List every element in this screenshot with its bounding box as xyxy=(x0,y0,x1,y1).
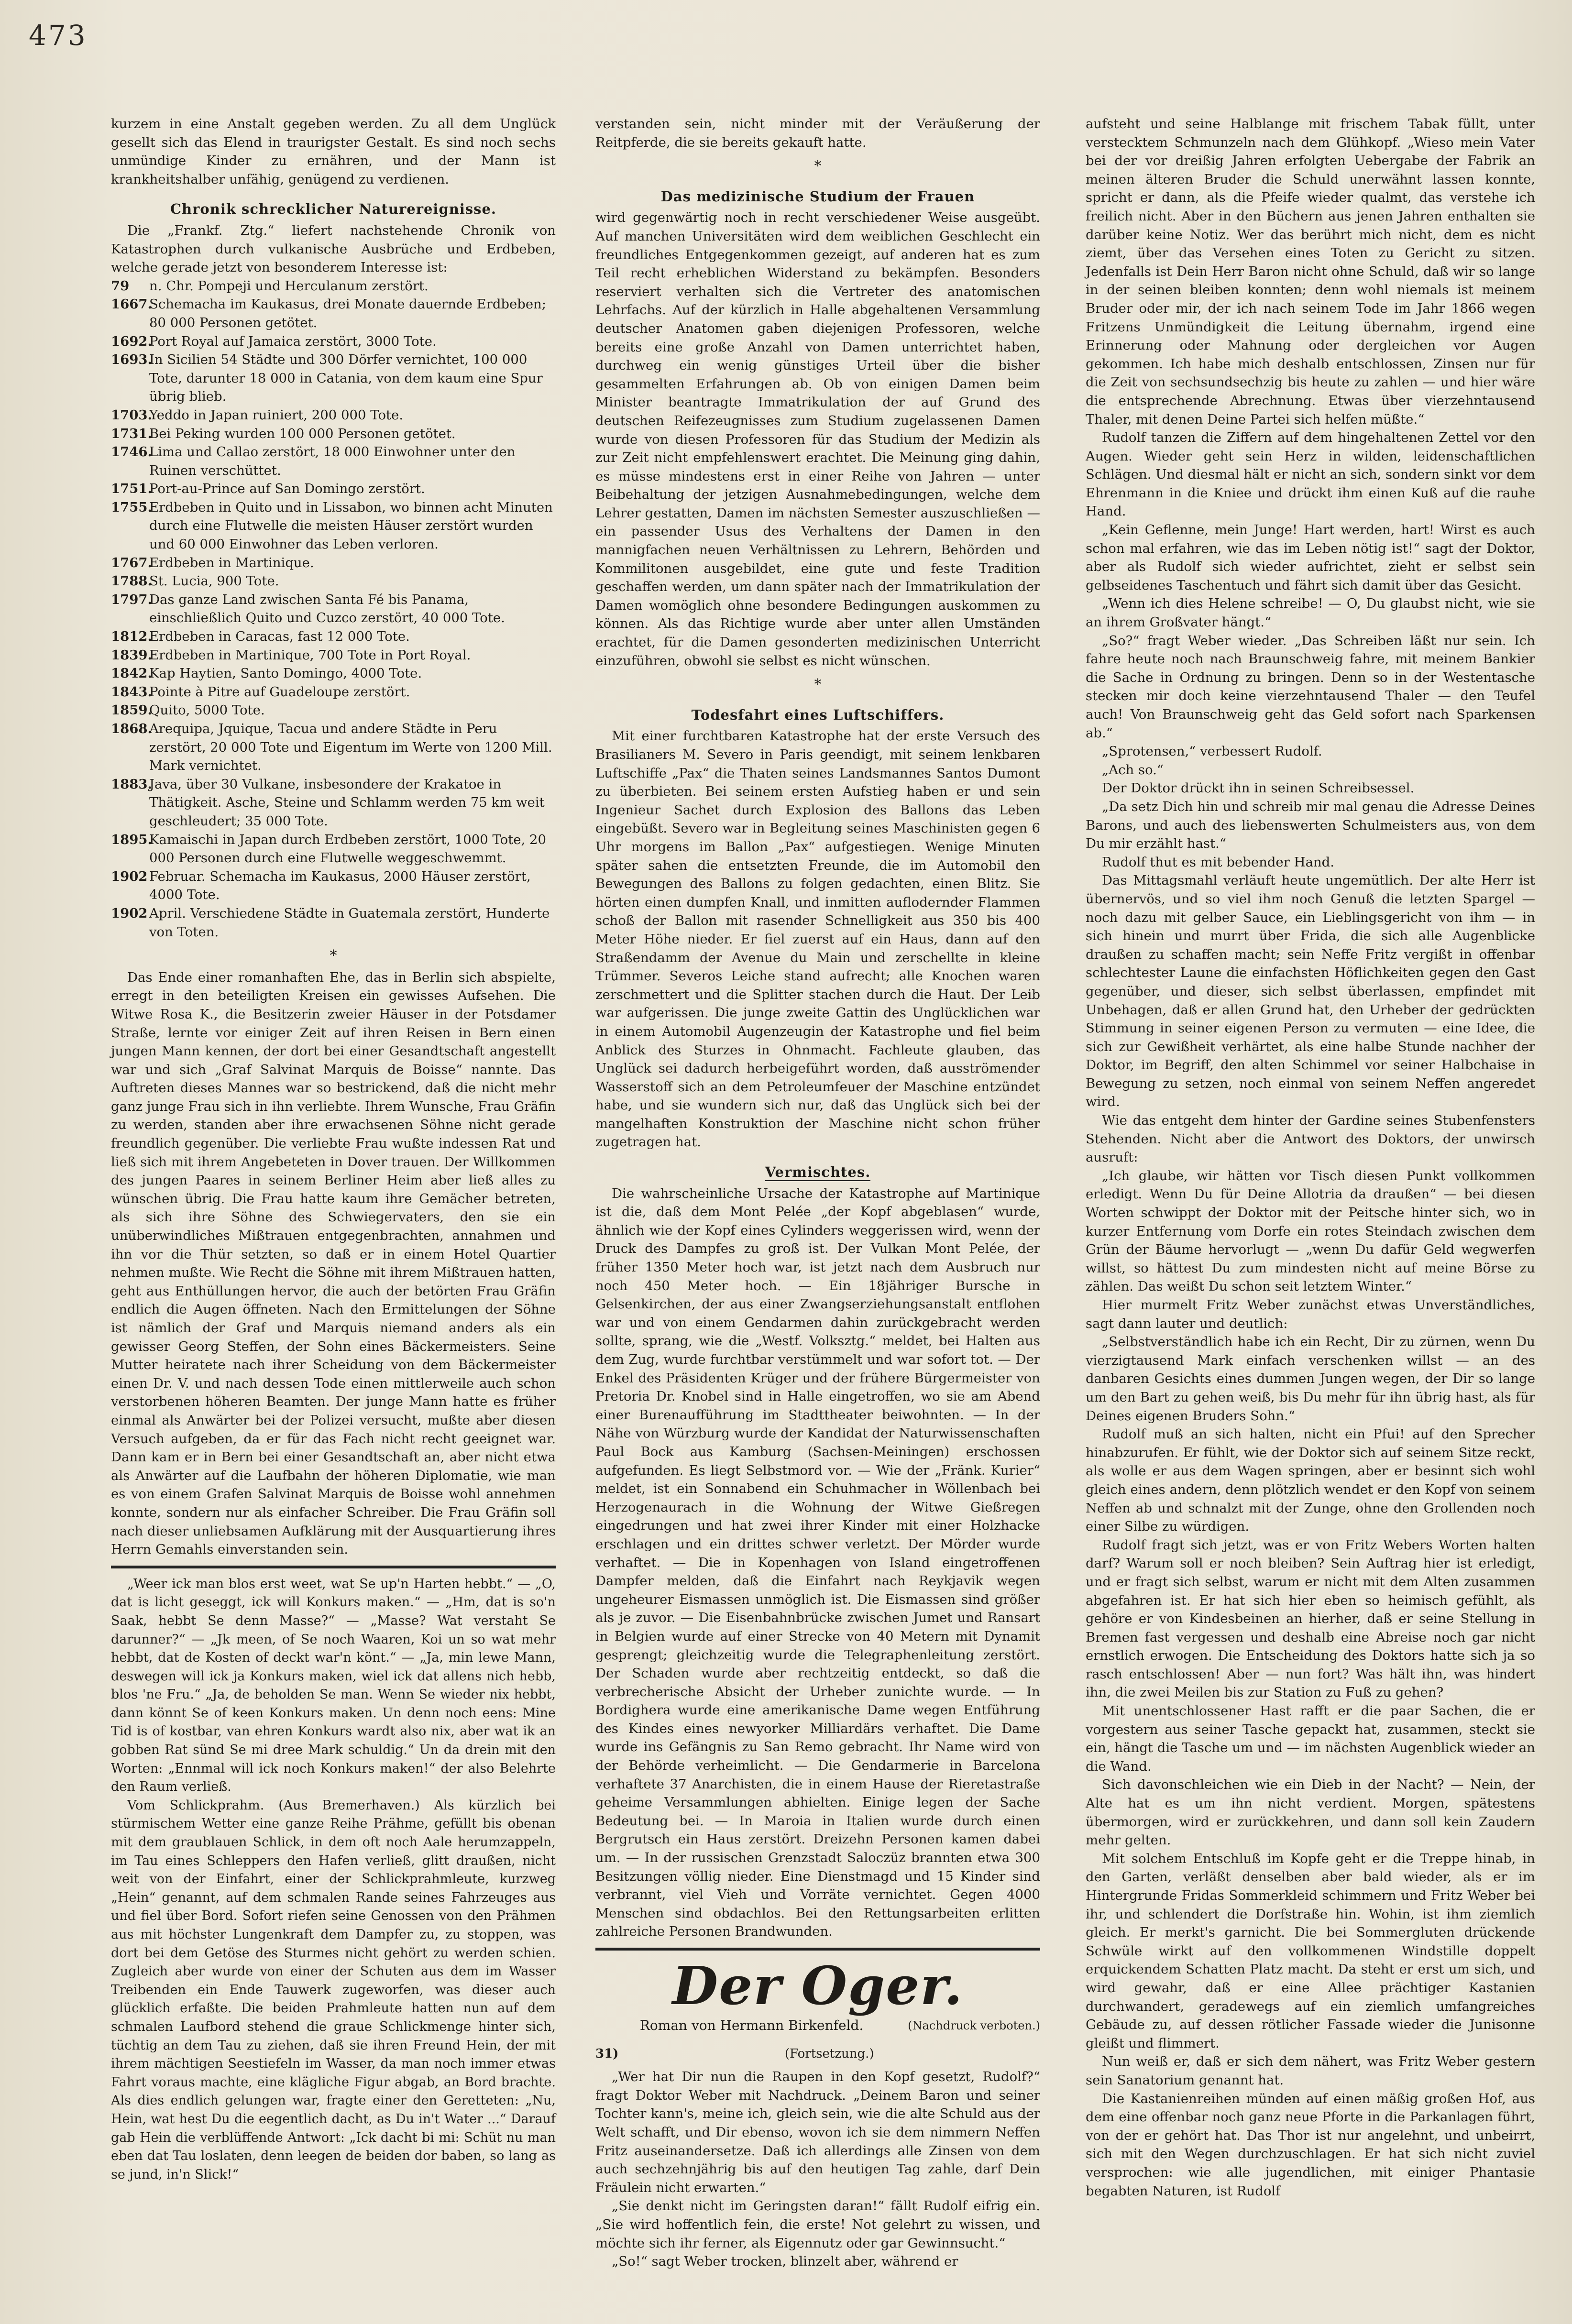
luftschiffer-article: Mit einer furchtbaren Katastrophe hat der erste Versuch des Brasilianers M. Severo in Paris geendigt, mit seinem lenkbaren Luftschiffe „Pax“ die Thaten seines Landsmannes Santos Dumont zu überbieten. Bei seinem ersten Aufstieg haben er und sein Ingenieur Sachet durch Explosion des Ballons das Leben eingebüßt. Severo war in Begleitung seines Maschinisten gegen 6 Uhr morgens im Ballon „Pax“ aufgestiegen. Wenige Minuten später sahen die entsetzten Freunde, die im Automobil den Bewegungen des Ballons zu folgen gedachten, einen Blitz. Sie hörten einen dumpfen Knall, und inmitten auflodernder Flammen schoß der Ballon mit rasender Schnelligkeit aus 350 bis 400 Meter Höhe nieder. Er fiel zuerst auf ein Haus, dann auf den Straßendamm der Avenue du Main und zerschellte in kleine Trümmer. Severos Leiche stand aufrecht; alle Knochen waren zerschmettert und die Splitter stachen durch die Haut. Der Leib war aufgerissen. Die junge zweite Gattin des Unglücklichen war in einem Automobil Augenzeugin der Katastrophe und fiel beim Anblick des Sturzes in Ohnmacht. Fachleute glauben, das Unglück sei dadurch herbeigeführt worden, daß ausströmender Wasserstoff sich an dem Petroleumfeuer der Maschine entzündet habe, und sie wundern sich nur, daß das Unglück sich bei der mangelhaften Konstruktion der Maschine nicht schon früher zugetragen hat. xyxy=(595,728,1040,1150)
chronik-entry xyxy=(111,406,556,425)
chronik-year: 1883. xyxy=(111,776,153,792)
novel-paragraph: „Sie denkt nicht im Geringsten daran!“ fällt Rudolf eifrig ein. „Sie wird hoffentlich fein, die erste! Not gelehrt zu wissen, und möchte sich ihr ferner, als Eigennutz oder gar Gewinnsucht.“ xyxy=(595,2198,1040,2251)
chronik-year: 1797. xyxy=(111,592,153,607)
novel-paragraph: aufsteht und seine Halblange mit frischem Tabak füllt, unter verstecktem Schmunzeln nach dem Glühkopf. „Wieso mein Vater bei der vor dreißig Jahren erfolgten Uebergabe der Fabrik an meinen älteren Bruder die Schuld unerwähnt lassen konnte, spricht er dann, als die Pfeife wieder qualmt, das verstehe ich freilich nicht. Aber in den Büchern aus jenen Jahren enthalten sie darüber keine Notiz. Wer das berührt mich nicht, dem es nicht ziemt, über das Versehen eines Toten zu Gericht zu sitzen. Jedenfalls ist Dein Herr Baron nicht ohne Schuld, daß wir so lange in der seinen bleiben konnten; denn wohl niemals ist meinem Bruder oder mir, der ich nach seinem Tode im Jahr 1866 wegen Fritzens Unmündigkeit die Leitung übernahm, irgend eine Erinnerung oder Mahnung oder dergleichen vor Augen gekommen. Ich habe mich deshalb entschlossen, Zinsen nur für die Zeit von sechsundsechzig bis heute zu zahlen — und hier wäre die entsprechende Abrechnung. Etwas über vierzehntausend Thaler, mit denen Deine Partei sich helfen müßte.“ xyxy=(1086,116,1535,427)
chronik-event: Port Royal auf Jamaica zerstört, 3000 Tote. xyxy=(149,333,437,349)
novel-paragraph: „Wenn ich dies Helene schreibe! — O, Du glaubst nicht, wie sie an ihrem Großvater hängt.“ xyxy=(1086,596,1535,630)
chronik-entry xyxy=(111,277,556,296)
chronik-event: Erdbeben in Caracas, fast 12 000 Tote. xyxy=(149,629,410,645)
ehe-article: Das Ende einer romanhaften Ehe, das in Berlin sich abspielte, erregt in den beteiligten Kreisen ein gewisses Aufsehen. Die Witwe Rosa K., die Besitzerin zweier Häuser in der Potsdamer Straße, lernte vor einiger Zeit auf ihren Reisen in Bern einen jungen Mann kennen, der dort bei einer Gesandtschaft angestellt war und sich „Graf Salvinat Marquis de Boisse“ nannte. Das Auftreten dieses Mannes war so bestrickend, daß die nicht mehr ganz junge Frau sich in ihn verliebte. Ihrem Wunsche, Frau Gräfin zu werden, standen aber ihre erwachsenen Söhne nicht gerade freundlich gegenüber. Die verliebte Frau wußte indessen Rat und ließ sich mit ihrem Angebeteten in Dover trauen. Der Willkommen des jungen Paares in seinem Berliner Heim aber ließ alles zu wünschen übrig. Die Frau hatte kaum ihre Gemächer betreten, als sich ihre Söhne des Schwiegervaters, den sie ein unüberwindliches Mißtrauen entgegenbrachten, annahmen und ihn vor die Thür setzten, so daß er in einem Hotel Quartier nehmen mußte. Wie Recht die Söhne mit ihrem Mißtrauen hatten, geht aus Enthüllungen hervor, die auch der betörten Frau Gräfin endlich die Augen öffneten. Nach den Ermittelungen der Söhne ist nämlich der Graf und Marquis niemand anders als ein gewisser Georg Steffen, der Sohn eines Bäckermeisters. Seine Mutter heiratete nach ihrer Scheidung von dem Bäckermeister einen Dr. V. und nach dessen Tode einen mittlerweile auch schon verstorbenen höheren Beamten. Der junge Mann hatte es früher einmal als Anwärter bei der Polizei versucht, mußte aber diesen Versuch aufgeben, da er für das Fach nicht recht geeignet war. Dann kam er in Bern bei einer Gesandtschaft an, aber nicht etwa als Anwärter auf die Laufbahn der höheren Diplomatie, wie man es von einem Grafen Salvinat Marquis de Boisse wohl annehmen konnte, sondern nur als einfacher Schreiber. Die Frau Gräfin soll nach dieser unliebsamen Aufklärung mit der Ausquartierung ihres Herrn Gemahls einverstanden sein. xyxy=(111,969,556,1557)
chronik-entry xyxy=(111,332,556,351)
chronik-event: Port-au-Prince auf San Domingo zerstört. xyxy=(149,481,425,497)
chronik-year: 1902 xyxy=(111,905,148,921)
section-star: * xyxy=(330,947,337,965)
chronik-heading: Chronik schrecklicher Naturereignisse. xyxy=(170,201,497,218)
novel-paragraph: „Kein Geflenne, mein Junge! Hart werden, hart! Wirst es auch schon mal erfahren, wie das im Leben nötig ist!“ sagt der Doktor, aber als Rudolf sich wieder aufrichtet, zieht er selbst sein gelbseidenes Taschentuch und fährt sich damit über das Gesicht. xyxy=(1086,522,1535,593)
chronik-entry xyxy=(111,351,556,406)
page-number: 473 xyxy=(29,19,88,52)
chronik-event: Februar. Schemacha im Kaukasus, 2000 Häuser zerstört, 4000 Tote. xyxy=(149,868,531,903)
novel-paragraph: „Ach so.“ xyxy=(1102,762,1164,778)
vermischtes-heading: Vermischtes. xyxy=(765,1164,871,1181)
novel-paragraph: Wie das entgeht dem hinter der Gardine seines Stubenfensters Stehenden. Nicht aber die Antwort des Doktors, der unwirsch ausruft: xyxy=(1086,1113,1535,1165)
installment-number: 31) xyxy=(595,2046,619,2061)
intro-paragraph: verstanden sein, nicht minder mit der Veräußerung der Reitpferde, die sie bereits gekauft hatte. xyxy=(595,116,1040,150)
novel-paragraph: „Selbstverständlich habe ich ein Recht, Dir zu zürnen, wenn Du vierzigtausend Mark einfach verschenken willst — an des danbaren Gesichts eines dummen Jungen wegen, der Dir so lange um den Bart zu gehen weiß, bis Du mehr für ihn übrig hast, als für Deines eigenen Bruders Sohn.“ xyxy=(1086,1334,1535,1424)
chronik-event: Java, über 30 Vulkane, insbesondere der Krakatoe in Thätigkeit. Asche, Steine und Schlamm werden 75 km weit geschleudert; 35 000 Tote. xyxy=(149,776,545,829)
novel-paragraph: Mit unentschlossener Hast rafft er die paar Sachen, die er vorgestern aus seiner Tasche gepackt hat, zusammen, steckt sie ein, hängt die Tasche um und — im nächsten Augenblick wieder an die Wand. xyxy=(1086,1703,1535,1774)
chronik-year: 1767. xyxy=(111,555,153,570)
novel-paragraph: „Sprotensen,“ verbessert Rudolf. xyxy=(1102,744,1322,759)
chronik-event: Erdbeben in Martinique, 700 Tote in Port Royal. xyxy=(149,647,471,663)
chronik-year: 1755. xyxy=(111,499,153,515)
chronik-year: 1703. xyxy=(111,407,153,423)
novel-paragraph: Rudolf muß an sich halten, nicht ein Pfui! auf den Sprecher hinabzurufen. Er fühlt, wie der Doktor sich auf seinem Sitze reckt, als wolle er aus dem Wagen springen, aber er besinnt sich wohl gleich eines andern, denn plötzlich wendet er den Kopf von seinem Neffen ab und schnalzt mit der Zunge, ohne den Grollenden noch einer Silbe zu würdigen. xyxy=(1086,1426,1535,1535)
chronik-event: Erdbeben in Martinique. xyxy=(149,555,314,570)
chronik-year: 1751. xyxy=(111,481,153,497)
novel-paragraph: Die Kastanienreihen münden auf einen mäßig großen Hof, aus dem eine offenbar noch ganz neue Pforte in die Parkanlagen führt, von der er gehört hat. Das Thor ist nur angelehnt, und unbeirrt, sich mit den Wegen durchzuschlagen. Er hat sich nicht zuviel versprochen: wie alle jugendlichen, mit einiger Phantasie begabten Naturen, ist Rudolf xyxy=(1086,2091,1535,2199)
dialect-anecdote-1: „Weer ick man blos erst weet, wat Se up'n Harten hebbt.“ — „O, dat is licht geseggt, ick will Konkurs maken.“ — „Hm, dat is so'n Saak, hebbt Se denn Masse?“ — „Masse? Wat verstaht Se darunner?“ — „Jk meen, of Se noch Waaren, Koi un so wat mehr hebbt, dat de Kosten of deckt war'n könt.“ — „Ja, min lewe Mann, deswegen will ick ja Konkurs maken, wiel ick dat allens nich hebb, blos 'ne Fru.“ „Ja, de beholden Se man. Wenn Se wieder nix hebbt, dann könnt Se of keen Konkurs maken. Un denn noch eens: Mine Tid is of kostbar, van ehren Konkurs wardt also nix, aber wat ik an gobben Rat sünd Se mi dree Mark schuldig.“ Un da drein mit den Worten: „Ennmal will ick noch Konkurs maken!“ der also Belehrte den Raum verließ. xyxy=(111,1576,556,1795)
novel-paragraph: „Wer hat Dir nun die Raupen in den Kopf gesetzt, Rudolf?“ fragt Doktor Weber mit Nachdruck. „Deinem Baron und seiner Tochter kann's, meine ich, gleich sein, wie die alte Schuld aus der Welt schafft, und Dir ebenso, wovon ich sie dem nimmern Neffen Fritz auseinandersetze. Daß ich allerdings alle Zinsen von dem auch sechzehnjährig bis auf den heutigen Tag zahle, darf Dein Fräulein nicht erwarten.“ xyxy=(595,2069,1040,2195)
chronik-entry xyxy=(111,498,556,554)
novel-byline xyxy=(595,2017,1040,2035)
chronik-year: 1895. xyxy=(111,832,153,847)
novel-paragraph: Das Mittagsmahl verläuft heute ungemütlich. Der alte Herr ist übernervös, und so viel ihm noch Genuß die letzten Spargel — noch dazu mit gelber Sauce, ein Lieblingsgericht von ihm — in sich hinein und murrt über Frida, die sich alle Augenblicke draußen zu schaffen macht; sein Neffe Fritz vergißt in offenbar schlechtester Laune die einfachsten Höflichkeiten gegen den Gast gegenüber, und dieser, sich selbst überlassen, empfindet mit Unbehagen, daß er allen Grund hat, den Urheber der gedrückten Stimmung in seiner eigenen Person zu vermuten — eine Idee, die sich zur Gewißheit verhärtet, als eine halbe Stunde nachher der Doktor, im Begriff, den alten Schimmel vor seiner Halbchaise in Bewegung zu setzen, noch einmal von seinem Neffen angeredet wird. xyxy=(1086,873,1535,1110)
chronik-entry xyxy=(111,664,556,683)
chronik-event: Pointe à Pitre auf Guadeloupe zerstört. xyxy=(149,684,410,700)
chronik-event: St. Lucia, 900 Tote. xyxy=(149,573,279,589)
chronik-event: n. Chr. Pompeji und Herculanum zerstört. xyxy=(149,278,429,294)
chronik-event: Yeddo in Japan ruiniert, 200 000 Tote. xyxy=(149,407,404,423)
chronik-year: 1692. xyxy=(111,333,153,349)
chronik-entry xyxy=(111,720,556,775)
continuation-label: (Fortsetzung.) xyxy=(784,2046,874,2061)
novel-paragraph: „Da setz Dich hin und schreib mir mal genau die Adresse Deines Barons, und auch des liebenswerten Schulmeisters aus, von dem Du mir erzählt hast.“ xyxy=(1086,799,1535,852)
luftschiffer-heading: Todesfahrt eines Luftschiffers. xyxy=(691,706,945,723)
chronik-entry xyxy=(111,480,556,498)
medizin-article: wird gegenwärtig noch in recht verschiedener Weise ausgeübt. Auf manchen Universitäten wird dem weiblichen Geschlecht ein freundliches Entgegenkommen gezeigt, auf anderen hat es zum Teil recht erheblichen Widerstand zu bekämpfen. Besonders reserviert verhalten sich die Vertreter des anatomischen Lehrfachs. Auf der kürzlich in Halle abgehaltenen Versammlung deutscher Anatomen gaben diejenigen Professoren, welche bereits eine große Anzahl von Damen unterrichtet haben, durchweg ein wenig günstiges Urteil über die bisher gesammelten Erfahrungen ab. Ob von einigen Damen beim Minister beantragte Immatrikulation der auf Grund des deutschen Reifezeugnisses zum Studium zugelassenen Damen wurde von diesen Professoren für das Studium der Medizin als zur Zeit nicht empfehlenswert erachtet. Die Meinung ging dahin, es müsse mindestens erst in einer Reihe von Jahren — unter Beibehaltung der jetzigen Ausnahmebedingungen, welche dem Lehrer gestatten, Damen im nächsten Semester auszuschließen — ein passender Usus des Verhaltens der Damen in den mannigfachen neuen Verhältnissen zu Lehrern, Behörden und Kommilitonen ausgebildet, eine gute und feste Tradition geschaffen werden, um dann später nach der Immatrikulation der Damen womöglich ohne besondere Bedingungen auskommen zu können. Als das Richtige wurde aber unter allen Umständen erachtet, für die Damen gesonderten medizinischen Unterricht einzuführen, obwohl sie selbst es nicht wünschen. xyxy=(595,210,1040,669)
chronik-year: 1667. xyxy=(111,296,153,312)
chronik-entry xyxy=(111,904,556,941)
section-rule xyxy=(595,1948,1040,1951)
novel-continuation xyxy=(595,2045,1040,2063)
chronik-list xyxy=(111,277,556,941)
chronik-event: Arequipa, Jquique, Tacua und andere Städte in Peru zerstört, 20 000 Tote und Eigentum im Werte von 1200 Mill. Mark vernichtet. xyxy=(149,721,552,774)
chronik-entry xyxy=(111,572,556,591)
chronik-event: Das ganze Land zwischen Santa Fé bis Panama, einschließlich Quito und Cuzco zerstört, 40 000 Tote. xyxy=(149,592,505,626)
section-star: * xyxy=(814,158,822,175)
chronik-year: 1868. xyxy=(111,721,153,736)
chronik-year: 1843. xyxy=(111,684,153,700)
section-star: * xyxy=(814,676,822,693)
chronik-entry xyxy=(111,831,556,867)
chronik-event: Schemacha im Kaukasus, drei Monate dauernde Erdbeben; 80 000 Personen getötet. xyxy=(149,296,547,330)
novel-title: Der Oger. xyxy=(672,1955,964,2017)
chronik-year: 1859. xyxy=(111,702,153,718)
novel-paragraph: Mit solchem Entschluß im Kopfe geht er die Treppe hinab, in den Garten, verläßt denselben aber bald wieder, als er im Hintergrunde Fridas Sommerkleid schimmern und Fritz Weber bei ihr, und schlendert die Dorfstraße hin. Wohin, ist ihm ziemlich gleich. Er merkt's garnicht. Die bei Sommergluten drückende Schwüle wirkt auf den vollkommenen Windstille doppelt erquickendem Schatten Platz macht. Da steht er erst um sich, und wird gewahr, daß er eine Allee prächtiger Kastanien durchwandert, geradewegs auf ein ziemlich umfangreiches Gebäude zu, auf dessen rötlicher Fassade wieder die Junisonne gleißt und flimmert. xyxy=(1086,1851,1535,2051)
novel-paragraph: Hier murmelt Fritz Weber zunächst etwas Unverständliches, sagt dann lauter und deutlich: xyxy=(1086,1297,1535,1331)
chronik-event: In Sicilien 54 Städte und 300 Dörfer vernichtet, 100 000 Tote, darunter 18 000 in Catania, von dem kaum eine Spur übrig blieb. xyxy=(149,352,543,405)
novel-paragraph: Rudolf tanzen die Ziffern auf dem hingehaltenen Zettel vor den Augen. Wieder geht sein Herz in wilden, leidenschaftlichen Schlägen. Und diesmal hält er nicht an sich, sondern sinkt vor dem Ehrenmann in die Kniee und drückt ihm einen Kuß auf die rauhe Hand. xyxy=(1086,430,1535,519)
chronik-year: 1693. xyxy=(111,352,153,368)
chronik-intro: Die „Frankf. Ztg.“ liefert nachstehende Chronik von Katastrophen durch vulkanische Ausbrüche und Erdbeben, welche gerade jetzt von besonderem Interesse ist: xyxy=(111,222,556,275)
chronik-event: April. Verschiedene Städte in Guatemala zerstört, Hunderte von Toten. xyxy=(149,905,550,940)
novel-paragraph: „So!“ sagt Weber trocken, blinzelt aber, während er xyxy=(612,2254,958,2269)
chronik-entry xyxy=(111,443,556,480)
novel-author: Roman von Hermann Birkenfeld. xyxy=(639,2017,864,2033)
novel-paragraph: Rudolf fragt sich jetzt, was er von Fritz Webers Worten halten darf? Warum soll er noch bleiben? Sein Auftrag hier ist erledigt, und er fragt sich selbst, warum er nicht mit dem Alten zusammen abgefahren ist. Er hat sich hier eben so heimisch gefühlt, als gehöre er von Kindesbeinen an hierher, daß er seine Stellung in Bremen fast vergessen und deshalb eine Abreise noch gar nicht ernstlich erwogen. Die Entscheidung des Doktors hatte sich ja so rasch entschlossen! Aber — nun fort? Was hält ihn, was hindert ihn, die zwei Meilen bis zur Station zu Fuß zu gehen? xyxy=(1086,1537,1535,1700)
chronik-event: Erdbeben in Quito und in Lissabon, wo binnen acht Minuten durch eine Flutwelle die meisten Häuser zerstört wurden und 60 000 Einwohner das Leben verloren. xyxy=(149,499,553,552)
chronik-entry xyxy=(111,554,556,572)
chronik-event: Bei Peking wurden 100 000 Personen getötet. xyxy=(149,426,456,441)
chronik-entry xyxy=(111,295,556,332)
chronik-entry xyxy=(111,683,556,702)
column-left xyxy=(111,115,556,2184)
chronik-event: Lima und Callao zerstört, 18 000 Einwohner unter den Ruinen verschüttet. xyxy=(149,444,516,478)
chronik-entry xyxy=(111,591,556,627)
chronik-entry xyxy=(111,425,556,443)
novel-title-block xyxy=(595,1957,1040,2035)
chronik-entry xyxy=(111,701,556,720)
chronik-entry xyxy=(111,775,556,831)
intro-paragraph: kurzem in eine Anstalt gegeben werden. Zu all dem Unglück gesellt sich das Elend in traurigster Gestalt. Es sind noch sechs unmündige Kinder zu ernähren, und der Mann ist krankheitshalber unfähig, genügend zu verdienen. xyxy=(111,116,556,187)
chronik-year: 1902 xyxy=(111,868,148,884)
column-middle xyxy=(595,115,1040,2271)
novel-paragraph: Der Doktor drückt ihn in seinen Schreibsessel. xyxy=(1102,780,1415,796)
chronik-entry xyxy=(111,867,556,904)
chronik-event: Quito, 5000 Tote. xyxy=(149,702,265,718)
reprint-note: (Nachdruck verboten.) xyxy=(908,2019,1040,2032)
chronik-year: 1731. xyxy=(111,426,153,441)
chronik-year: 1788. xyxy=(111,573,153,589)
chronik-event: Kap Haytien, Santo Domingo, 4000 Tote. xyxy=(149,666,422,681)
chronik-event: Kamaischi in Japan durch Erdbeben zerstört, 1000 Tote, 20 000 Personen durch eine Flutwelle weggeschwemmt. xyxy=(149,832,547,866)
dialect-anecdote-2: Vom Schlickprahm. (Aus Bremerhaven.) Als kürzlich bei stürmischem Wetter eine ganze Reihe Prähme, gefüllt bis obenan mit dem graublauen Schlick, in dem oft noch Aale herumzappeln, im Tau eines Schleppers den Hafen verließ, glitt draußen, nicht weit von der Einfahrt, einer der Schlickprahmleute, kurzweg „Hein“ genannt, auf dem schmalen Rande seines Fahrzeuges aus und fiel über Bord. Sofort riefen seine Genossen von den Prähmen aus mit höchster Lungenkraft dem Dampfer zu, zu stoppen, was dort bei dem Getöse des Sturmes nicht gehört zu werden schien. Zugleich aber wurde von einer der Schuten aus dem im Wasser Treibenden ein Ende Tauwerk zugeworfen, was dieser auch glücklich erfaßte. Die beiden Prahmleute hatten nun auf dem schmalen Laufbord stehend die graue Schlickmenge hinter sich, tüchtig an dem Tau zu ziehen, daß sie ihren Freund Hein, der mit ihrem mächtigen Seestiefeln im Wasser, da man noch immer etwas Fahrt voraus machte, eine klägliche Figur abgab, an Bord brachte. Als dies endlich gelungen war, fragte einer den Geretteten: „Nu, Hein, wat hest Du die eegentlich dacht, as Du in't Water ...“ Darauf gab Hein die verblüffende Antwort: „Ick dacht bi mi: Schüt nu man eben dat Tau loslaten, denn leegen de beiden dor baben, so lang as se jund, in'n Slick!“ xyxy=(111,1798,556,2182)
chronik-year: 1839. xyxy=(111,647,153,663)
medizin-heading: Das medizinische Studium der Frauen xyxy=(660,188,975,205)
vermischtes-article: Die wahrscheinliche Ursache der Katastrophe auf Martinique ist die, daß dem Mont Pelée „der Kopf abgeblasen“ wurde, ähnlich wie der Kopf eines Cylinders weggerissen wird, wenn der Druck des Dampfes zu groß ist. Der Vulkan Mont Pelée, der früher 1350 Meter hoch war, ist jetzt nach dem Ausbruch nur noch 450 Meter hoch. — Ein 18jähriger Bursche in Gelsenkirchen, der aus einer Zwangserziehungsanstalt entflohen war und von einem Gendarmen dahin zurückgebracht werden sollte, sprang, wie die „Westf. Volksztg.“ meldet, bei Halten aus dem Zug, wurde furchtbar verstümmelt und war sofort tot. — Der Enkel des Präsidenten Krüger und der frühere Bürgermeister von Pretoria Dr. Knobel sind in Halle eingetroffen, wo sie am Abend einer Burenaufführung im Stadttheater beiwohnten. — In der Nähe von Würzburg wurde der Kandidat der Naturwissenschaften Paul Bock aus Kamburg (Sachsen-Meiningen) erschossen aufgefunden. Es liegt Selbstmord vor. — Wie der „Fränk. Kurier“ meldet, ist ein Sonnabend ein Schuhmacher in Wöllenbach bei Herzogenaurach in die Wohnung der Witwe Gießregen eingedrungen und hat zwei ihrer Kinder mit einer Holzhacke erschlagen und ein drittes schwer verletzt. Der Mörder wurde verhaftet. — Die in Kopenhagen von Island eingetroffenen Dampfer melden, daß die Einfahrt nach Reykjavik wegen ungeheurer Eismassen unmöglich ist. Die Eismassen sind größer als je zuvor. — Die Eisenbahnbrücke zwischen Jumet und Ransart in Belgien wurde auf einer Strecke von 40 Metern mit Dynamit gesprengt; gleichzeitig wurde die Telegraphenleitung zerstört. Der Schaden wurde aber rechtzeitig entdeckt, so daß die verbrecherische Absicht der Urheber zunichte wurde. — In Bordighera wurde eine amerikanische Dame wegen Entführung des Kindes eines newyorker Milliardärs verhaftet. Die Dame wurde ins Gefängnis zu San Remo gebracht. Ihr Name wird von der Behörde verheimlicht. — Die Gendarmerie in Barcelona verhaftete 37 Anarchisten, die in einem Hause der Rieretastraße geheime Versammlungen abhielten. Einige legen der Sache Bedeutung bei. — In Maroia in Italien wurde durch einen Bergrutsch ein Haus zerstört. Dreizehn Personen kamen dabei um. — In der russischen Grenzstadt Saloczüz brannten etwa 300 Besitzungen völlig nieder. Eine Dienstmagd und 15 Kinder sind verbrannt, viel Vieh und Vorräte vernichtet. Gegen 4000 Menschen sind obdachlos. Bei den Rettungsarbeiten erlitten zahlreiche Personen Brandwunden. xyxy=(595,1185,1040,1940)
chronik-entry xyxy=(111,646,556,665)
novel-paragraph: Nun weiß er, daß er sich dem nähert, was Fritz Weber gestern sein Sanatorium genannt hat. xyxy=(1086,2054,1535,2088)
novel-paragraph: „Ich glaube, wir hätten vor Tisch diesen Punkt vollkommen erledigt. Wenn Du für Deine Allotria da draußen“ — bei diesen Worten schwippt der Doktor mit der Peitsche hinter sich, wo in kurzer Entfernung vom Dorfe ein rotes Steindach zwischen dem Grün der Bäume hervorlugt — „wenn Du dafür Geld wegwerfen willst, so hättest Du zum mindesten nicht auf meine Börse zu zählen. Das weißt Du schon seit letztem Winter.“ xyxy=(1086,1168,1535,1294)
chronik-year: 1812. xyxy=(111,629,153,645)
chronik-entry xyxy=(111,627,556,646)
novel-paragraph: Rudolf thut es mit bebender Hand. xyxy=(1102,854,1335,870)
chronik-year: 1746. xyxy=(111,444,153,460)
column-right xyxy=(1086,115,1535,2200)
section-rule xyxy=(111,1566,556,1568)
chronik-year: 79 xyxy=(111,278,130,294)
novel-paragraph: Sich davonschleichen wie ein Dieb in der Nacht? — Nein, der Alte hat es um ihn nicht verdient. Morgen, spätestens übermorgen, wird er zurückkehren, und dann soll kein Zaudern mehr gelten. xyxy=(1086,1777,1535,1848)
chronik-year: 1842. xyxy=(111,666,153,681)
novel-paragraph: „So?“ fragt Weber wieder. „Das Schreiben läßt nur sein. Ich fahre heute noch nach Braunschweig fahre, mit meinem Bankier die Sache in Ordnung zu bringen. Denn so in der Westentasche stecken mir doch keine vierzehntausend Thaler — den Teufel auch! Von Braunschweig geht das Geld sofort nach Sparkensen ab.“ xyxy=(1086,633,1535,741)
